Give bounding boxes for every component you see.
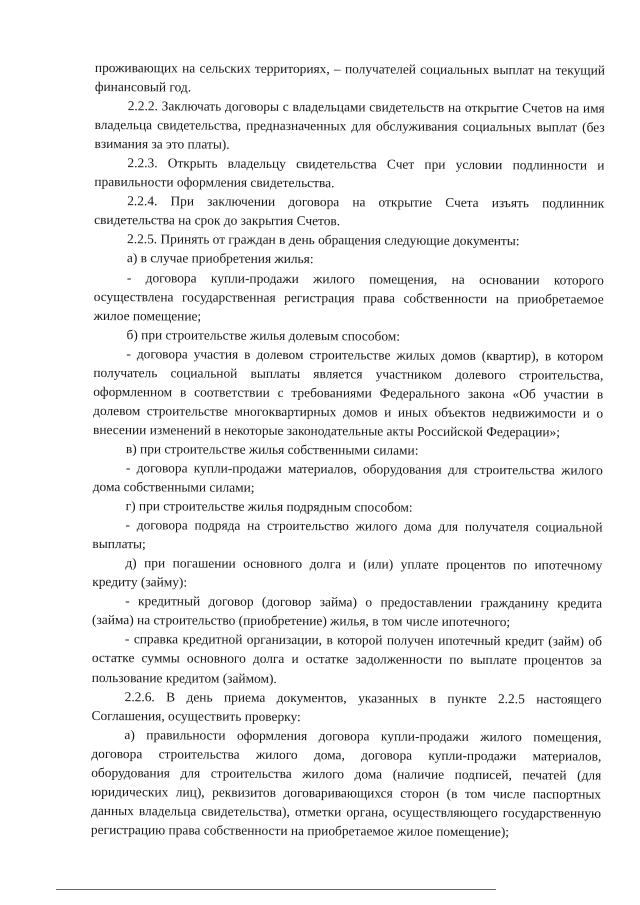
paragraph-2-2-2: 2.2.2. Заключать договоры с владельцами свидетельств на открытие Счетов на имя владельца свидетельства, предназначенных для обслуживания социальных выплат (без взимания за это платы). [94, 98, 605, 152]
scan-edge-line [56, 889, 496, 890]
item-b-detail: - договора участия в долевом строительстве жилых домов (квартир), в котором получатель социальной выплаты является участником долевого строительства, оформленном в соответствии с требованиями Федерального закона «Об участии в долевом строительстве многоквартирных домов и иных объектов недвижимости и о внесении изменений в некоторые законодательные акты Российской Федерации»; [93, 345, 604, 440]
document-body [91, 58, 605, 842]
item-g-detail: - договора подряда на строительство жилого дома для получателя социальной выплаты; [92, 517, 603, 552]
paragraph-2-2-4: 2.2.4. При заключении договора на открытие Счета изъять подлинник свидетельства на срок до закрытия Счетов. [94, 193, 605, 229]
item-a-detail: - договора купли-продажи жилого помещения, на основании которого осуществлена государственная регистрация права собственности на приобретаемое жилое помещение; [93, 269, 604, 324]
item-d-detail-credit: - кредитный договор (договор займа) о предоставлении гражданину кредита (займа) на строительство (приобретение) жилья, в том числе ипотечного; [92, 593, 603, 630]
item-v-detail: - договора купли-продажи материалов, оборудования для строительства жилого дома собственными силами; [92, 460, 603, 495]
item-g-heading: г) при строительстве жилья подрядным способом: [125, 498, 413, 515]
item-b-heading: б) при строительстве жилья долевым способом: [126, 326, 401, 344]
paragraph-1: проживающих на сельских территориях, – получателей социальных выплат на текущий финансовый год. [94, 59, 605, 95]
item-d-detail-certificate: - справка кредитной организации, в которой получен ипотечный кредит (займ) об остатке суммы основного долга и остатке задолженности по выплате процентов за пользование кредитом (займом). [91, 631, 602, 686]
item-a-heading: а) в случае приобретения жилья: [126, 250, 314, 267]
paragraph-2-2-6: 2.2.6. В день приема документов, указанных в пункте 2.2.5 настоящего Соглашения, осуществить проверку: [91, 688, 602, 724]
item-d-heading: д) при погашении основного долга и (или) уплате процентов по ипотечному кредиту (займу): [92, 555, 603, 590]
check-item-a: а) правильности оформления договора купли-продажи жилого помещения, договора строительства жилого дома, договора купли-продажи материалов, оборудования для строительства жилого дома (наличие подписей, печатей (для юридических лиц), реквизитов договаривающихся сторон (в том числе паспортных данных владельца свидетельства), отметки органа, осуществляющего государственную регистрацию права собственности на приобретаемое жилое помещение); [90, 726, 602, 840]
paragraph-2-2-3: 2.2.3. Открыть владельцу свидетельства Счет при условии подлинности и правильности оформления свидетельства. [94, 155, 605, 191]
item-v-heading: в) при строительстве жилья собственными силами: [125, 441, 419, 458]
paragraph-2-2-5: 2.2.5. Принять от граждан в день обращения следующие документы: [127, 231, 520, 249]
